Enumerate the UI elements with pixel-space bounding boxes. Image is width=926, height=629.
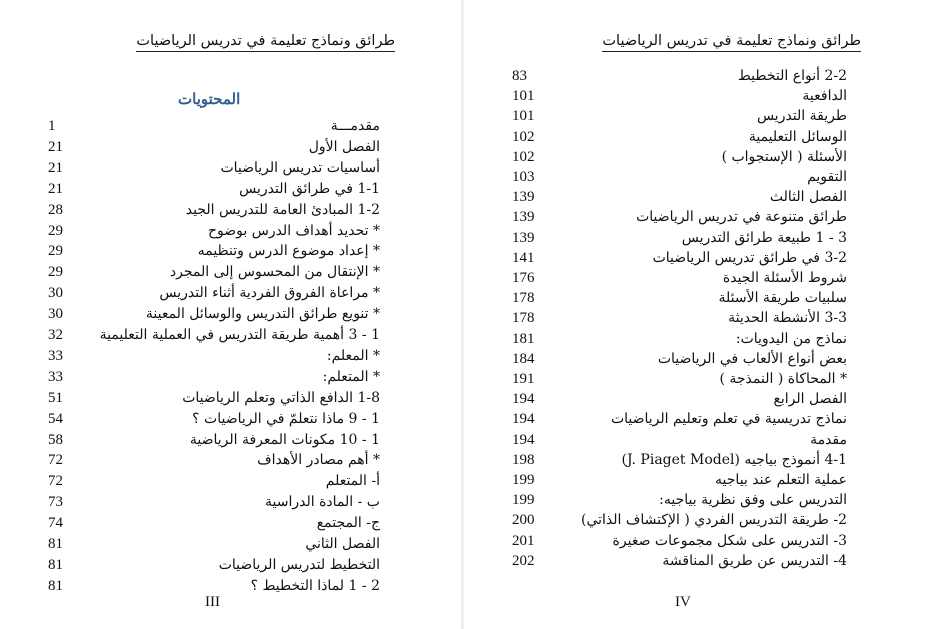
toc-entry-page: 198 [512,451,535,468]
toc-entry-title: الفصل الرابع [773,391,847,408]
toc-entry-title: طريقة التدريس [756,108,847,125]
toc-entry-title: التخطيط لتدريس الرياضيات [218,556,380,573]
toc-entry-page: 21 [48,180,63,197]
toc-entry-title: نماذج تدريسية في تعلم وتعليم الرياضيات [610,411,847,428]
toc-entry-title: * المعلم: [326,347,380,364]
toc-entry [465,187,926,208]
toc-entry-title: 1 - 9 ماذا نتعلمّ في الرياضيات ؟ [192,410,380,427]
toc-entry-title: بعض أنواع الألعاب في الرياضيات [657,350,847,367]
toc-entry [465,369,926,390]
toc-entry [0,221,460,242]
toc-entry-title: الدافعية [802,88,847,105]
toc-entry [465,308,926,329]
toc-entry-title: * أهم مصادر الأهداف [257,452,380,469]
toc-entry-title: * مراعاة الفروق الفردية أثناء التدريس [159,285,380,302]
toc-entry-title: الفصل الثاني [305,536,380,552]
toc-entry-title: 1-1 في طرائق التدريس [239,180,380,197]
toc-entry-page: 139 [512,229,535,246]
toc-entry [465,450,926,471]
toc-entry [465,288,926,309]
toc-entry [465,228,926,249]
toc-entry-page: 139 [512,189,535,206]
toc-entry-title: * تحديد أهداف الدرس بوضوح [208,222,380,239]
toc-entry-page: 72 [48,473,63,490]
toc-entry-title: 3-3 الأنشطة الحديثة [728,310,847,327]
toc-entry-title: * المتعلم: [322,368,380,385]
toc-entry-page: 194 [512,431,535,448]
toc-entry-title: طرائق متنوعة في تدريس الرياضيات [636,209,847,226]
toc-entry-title: 2-2 أنواع التخطيط [737,68,847,84]
page-number: III [205,594,220,610]
toc-entry-title: أ- المتعلم [325,473,380,490]
toc-entry [465,167,926,188]
toc-entry [0,179,460,200]
toc-entry [465,86,926,107]
toc-entry-title: * إعداد موضوع الدرس وتنظيمه [197,243,380,260]
toc-entry-title: * تنويع طرائق التدريس والوسائل المعينة [145,306,380,323]
toc-entry-title: مقدمة [810,431,847,448]
toc-entry-title: الفصل الأول [308,138,380,155]
toc-entry-page: 72 [48,452,63,469]
toc-entry-page: 81 [48,536,63,552]
toc-entry-page: 28 [48,201,63,218]
toc-entry [0,576,460,597]
toc-entry-title: 3 - 1 طبيعة طرائق التدريس [681,229,847,246]
toc-entry [465,207,926,228]
toc-entry-title: 1-8 الدافع الذاتي وتعلم الرياضيات [182,389,380,406]
toc-entry-page: 184 [512,350,535,367]
toc-entry [465,127,926,148]
toc-entry [0,513,460,534]
toc-entry-page: 102 [512,148,535,165]
toc-entry-page: 21 [48,138,63,155]
toc-entry [0,116,460,137]
toc-entry [0,262,460,283]
toc-entry [465,510,926,531]
toc-entry-page: 29 [48,264,63,281]
page-header: طرائق ونماذج تعليمة في تدريس الرياضيات [602,33,861,52]
toc-entry-title: الوسائل التعليمية [748,128,847,145]
toc-entry-title: سلبيات طريقة الأسئلة [718,290,847,307]
toc-entry-page: 51 [48,389,63,406]
toc-entry-title: ب - المادة الدراسية [265,494,380,511]
toc-entry [0,555,460,576]
right-page [465,0,926,629]
toc-entry-title: التقويم [807,169,847,185]
toc-entry-title: نماذج من اليدويات: [735,330,847,347]
toc-entry [0,158,460,179]
toc-entry-page: 81 [48,577,63,594]
toc-entry [465,490,926,511]
toc-entry [0,534,460,555]
toc-entry-title: الأسئلة ( الإستجواب ) [721,148,847,165]
toc-entry-page: 33 [48,368,63,385]
page-header: طرائق ونماذج تعليمة في تدريس الرياضيات [136,33,395,52]
toc-entry-title: التدريس على وفق نظرية بياجيه: [659,492,847,509]
toc-entry-page: 73 [48,494,63,511]
toc-entry-title: 3- التدريس على شكل مجموعات صغيرة [612,532,847,549]
toc-entry-page: 194 [512,391,535,408]
toc-entry-page: 33 [48,347,63,364]
toc-title: المحتويات [178,90,241,108]
toc-entry-title: * الإنتقال من المحسوس إلى المجرد [169,264,380,281]
toc-entry-page: 199 [512,472,535,488]
toc-entry-title: 3-2 في طرائق تدريس الرياضيات [652,249,847,266]
toc-entry-page: 199 [512,492,535,509]
toc-entry-page: 32 [48,327,63,343]
toc-entry [0,325,460,346]
toc-entry-title: مقدمـــة [330,118,380,134]
toc-entry [0,409,460,430]
toc-entry-page: 178 [512,310,535,327]
toc-entry-page: 54 [48,410,63,427]
toc-entry-title: شروط الأسئلة الجيدة [722,270,847,286]
toc-entry [0,471,460,492]
toc-entry-page: 202 [512,552,535,569]
toc-entry [465,430,926,451]
toc-entry [465,147,926,168]
toc-entry [0,283,460,304]
toc-entry-page: 194 [512,411,535,428]
toc-entry-page: 178 [512,290,535,307]
toc-entry [465,106,926,127]
toc-entry-page: 29 [48,243,63,260]
toc-entry-title: عملية التعلم عند بياجيه [715,472,847,488]
toc-entry-page: 176 [512,270,535,286]
toc-entry [0,367,460,388]
toc-entry [465,389,926,410]
toc-entry [465,409,926,430]
toc-entry-title: أساسيات تدريس الرياضيات [220,159,380,176]
toc-entry-page: 141 [512,249,535,266]
toc-entry-title: 2- طريقة التدريس الفردي ( الإكتشاف الذاتي) [580,512,847,529]
toc-entry-title: 1 - 10 مكونات المعرفة الرياضية [189,431,380,448]
toc-entry-page: 101 [512,108,535,125]
toc-entry [0,388,460,409]
toc-entry-page: 1 [48,118,56,134]
book-spine [461,0,464,629]
toc-entry-page: 83 [512,68,527,84]
toc-entry-title: الفصل الثالث [769,189,847,206]
toc-entry [0,137,460,158]
left-page [0,0,460,629]
toc-entry [465,470,926,491]
toc-entry-page: 74 [48,515,63,532]
toc-entry [0,450,460,471]
toc-entry-title: 4-1 أنموذج بياجيه (J. Piaget Model) [621,451,847,468]
toc-entry-page: 201 [512,532,535,549]
toc-entry [465,329,926,350]
toc-entry-title: 2 - 1 لماذا التخطيط ؟ [250,577,380,594]
toc-entry-title: ج- المجتمع [316,515,380,532]
toc-entry-page: 181 [512,330,535,347]
toc-entry-page: 58 [48,431,63,448]
toc-entry [0,304,460,325]
toc-entry-title: 1-2 المبادئ العامة للتدريس الجيد [185,201,380,218]
toc-entry-page: 21 [48,159,63,176]
toc-entry-title: * المحاكاة ( النمذجة ) [719,371,847,387]
toc-entry-page: 30 [48,285,63,302]
toc-entry [465,66,926,87]
toc-entry-page: 81 [48,556,63,573]
page-number: IV [675,594,691,610]
toc-entry-page: 139 [512,209,535,226]
toc-entry-page: 191 [512,371,535,387]
toc-entry-page: 30 [48,306,63,323]
toc-entry [465,268,926,289]
toc-entry-page: 103 [512,169,535,185]
toc-entry [465,349,926,370]
toc-entry [0,200,460,221]
toc-entry [465,248,926,269]
toc-entry [0,430,460,451]
toc-entry-page: 29 [48,222,63,239]
toc-entry-title: 1 - 3 أهمية طريقة التدريس في العملية التعليمية [99,327,380,343]
toc-entry-title: 4- التدريس عن طريق المناقشة [662,552,847,569]
toc-entry [465,531,926,552]
toc-entry-page: 200 [512,512,535,529]
toc-entry-page: 102 [512,128,535,145]
toc-entry [0,492,460,513]
toc-entry [0,346,460,367]
toc-entry [0,241,460,262]
toc-entry-page: 101 [512,88,535,105]
toc-entry [465,551,926,572]
